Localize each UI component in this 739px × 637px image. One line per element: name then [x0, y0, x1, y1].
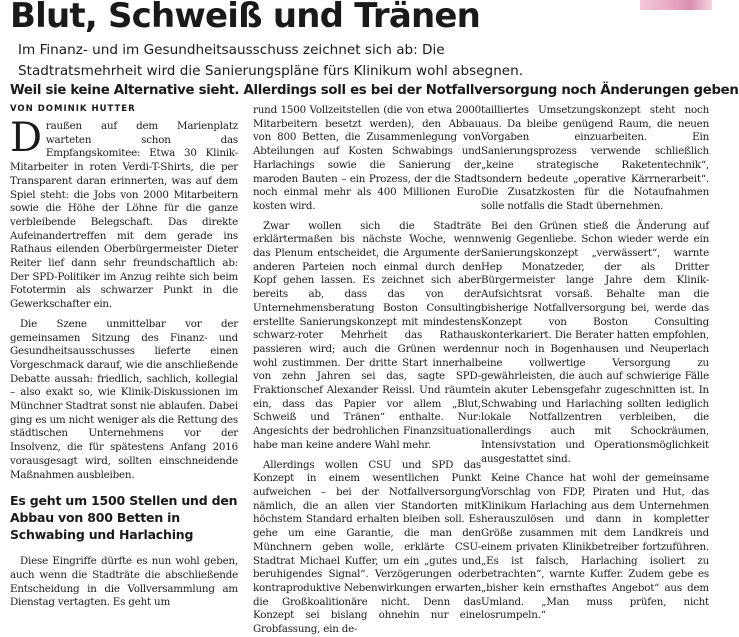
drop-cap: D — [10, 115, 42, 161]
subheadline-bold — [10, 82, 739, 100]
article-column-3 — [481, 104, 709, 622]
subheadline-bold-line: Weil sie keine Alternative sieht. Allerdings soll es bei der Notfallversorgung noch Änderungen geben — [10, 83, 739, 98]
paragraph-5: Zwar wollen sich die Stadträte erklärtermaßen bis nächste Woche, wenn das Plenum entscheidet, die Argumente der anderen Parteien noch einmal durch den Kopf gehen lassen. Es zeichnet sich aber bereits ab, dass das von der Unternehmensberatung Boston Consulting erstellte Sanierungskonzept mit mindestens schwarz-roter Mehrheit das Rathaus passieren wird; auch die Grünen werden wohl zustimmen. Der dritte Start innerhalb von zehn Jahren sei das, sagte SPD-Fraktionschef Alexander Reissl. Und räumte ein, dass das Papier vor allem „Blut, Schweiß und Tränen“ enthalte. Nur: Angesichts der bedrohlichen Finanzsituation habe man keine andere Wahl mehr. — [253, 219, 481, 451]
paragraph-9: Keine Chance hat wohl der gemeinsame Vorschlag von FDP, Piraten und Hut, das Klinikum Harlaching aus dem Unternehmen herauszulösen und dann in kompletter Größe zusammen mit dem Landkreis und einem privaten Klinikbetreiber fortzuführen. „Es ist falsch, Harlaching isoliert zu betrachten“, warnte Kuffer. Zudem gebe es „bisher kein ernsthaftes Angebot“ aus dem Umland. „Man muss prüfen, nicht losrumpeln.“ — [481, 472, 709, 622]
photo-thumbnail — [640, 0, 712, 10]
paragraph-1 — [10, 115, 238, 312]
paragraph-3: Diese Eingriffe dürfte es nun wohl geben, auch wenn die Stadträte die abschließende Entscheidung in die Vollversammlung am Dienstag vertagten. Es geht um — [10, 555, 238, 609]
paragraph-1-text: raußen auf dem Marienplatz warteten schon das Empfangskomitee: Etwa 30 Klinik-Mitarbeiter in roten Verdi-T-Shirts, die per Transparent daran erinnerten, was auf dem Spiel steht: die Jobs von 2000 Mitarbeitern sowie die Höhe der Löhne für die ganze verbleibende Belegschaft. Das direkte Aufeinandertreffen mit dem gerade ins Rathaus eilenden Oberbürgermeister Dieter Reiter lief dann sehr freundschaftlich ab: Der SPD-Politiker im Anzug reihte sich beim Fototermin als schwarzer Punkt in die Gewerkschafter ein. — [10, 120, 238, 311]
subheadline-line-1: Im Finanz- und im Gesundheitsausschuss zeichnet sich ab: Die — [18, 42, 445, 58]
paragraph-6: Allerdings wollen CSU und SPD das Konzept in einem wesentlichen Punkt aufweichen – bei der Notfallversorgung nämlich, die an allen vier Standorten mit höchstem Standard erhalten bleiben soll. Es gehe um eine Garantie, die man den Münchnern geben wolle, erklärte CSU-Stadtrat Michael Kuffer, um ein „gutes und beruhigendes Signal“. Verzögerungen oder kontraproduktive Nebenwirkungen erwarten die Großkoalitionäre nicht. Denn das Konzept sei bislang ohnehin nur eine Grobfassung, ein de- — [253, 458, 481, 636]
byline: VON DOMINIK HUTTER — [10, 104, 136, 114]
paragraph-4: rund 1500 Vollzeitstellen (die von etwa 2000 Mitarbeitern besetzt werden), den Abbau von 800 Betten, die Zusammenlegung von Abteilungen auf Kosten Schwabings und Harlachings sowie die Sanierung der maroden Bauten – ein Prozess, der die Stadt noch einmal mehr als 400 Millionen Euro kosten wird. — [253, 104, 481, 212]
headline: Blut, Schweiß und Tränen — [10, 0, 481, 36]
article-column-1 — [10, 115, 238, 609]
subheadline — [18, 40, 708, 82]
article-column-2 — [253, 104, 481, 636]
paragraph-7: tailliertes Umsetzungskonzept steht noch aus. Da bleibe genügend Raum, die neuen Vorgaben einzuarbeiten. Ein Sanierungsprozess verwende schließlich „keine strategische Raketentechnik“, sondern bedeute „operative Kärrnerarbeit“. Die Zusatzkosten für die Notaufnahmen solle notfalls die Stadt übernehmen. — [481, 104, 709, 212]
paragraph-8: Bei den Grünen stieß die Änderung auf wenig Gegenliebe. Schon wieder werde ein Sanierungskonzept „verwässert“, warnte Hep Monatzeder, der als Dritter Bürgermeister lange Jahre dem Klinik-Aufsichtsrat vorsaß. Behalte man die bisherige Notfallversorgung bei, werde das Konzept von Boston Consulting konterkariert. Die Berater hatten empfohlen, nur noch in Bogenhausen und Neuperlach eine vollwertige Versorgung zu gewährleisten, die auch auf schwierige Fälle in akuter Lebensgefahr zugeschnitten ist. In Schwabing und Harlaching sollten lediglich lokale Notfallzentren verbleiben, die allerdings auch mit Schockräumen, Intensivstation und Operationsmöglichkeit ausgestattet sind. — [481, 219, 709, 465]
subheadline-line-2: Stadtratsmehrheit wird die Sanierungspläne fürs Klinikum wohl absegnen. — [18, 63, 524, 79]
paragraph-2: Die Szene unmittelbar vor der gemeinsamen Sitzung des Finanz- und Gesundheitsausschusses lieferte einen Vorgeschmack darauf, wie die anschließende Debatte aussah: friedlich, sachlich, kollegial – also exakt so, wie Klinik-Diskussionen im Münchner Stadtrat sonst nie ablaufen. Dabei ging es um nicht weniger als die Rettung des städtischen Unternehmens vor der Insolvenz, die für spätestens Anfang 2016 vorausgesagt wird, sollten einschneidende Maßnahmen ausbleiben. — [10, 317, 238, 481]
intertitle: Es geht um 1500 Stellen und den Abbau von 800 Betten in Schwabing und Harlaching — [10, 493, 238, 543]
